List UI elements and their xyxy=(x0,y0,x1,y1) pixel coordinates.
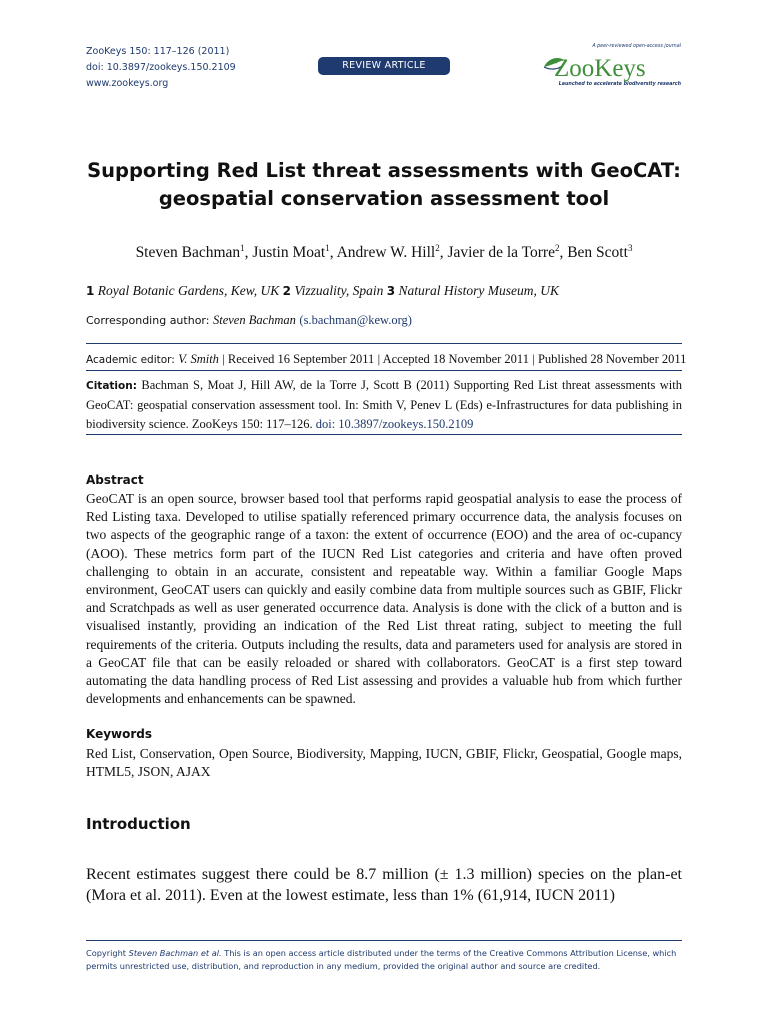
citation-label: Citation: xyxy=(86,380,137,392)
author-affil-sup: 2 xyxy=(435,243,440,253)
affil-number: 2 xyxy=(282,284,291,298)
affil-number: 1 xyxy=(86,284,95,298)
author-name: Justin Moat xyxy=(252,244,326,262)
author-affil-sup: 3 xyxy=(627,243,633,253)
author-name: Steven Bachman xyxy=(135,244,241,262)
author-affil-sup: 2 xyxy=(554,243,560,253)
author-name: Javier de la Torre xyxy=(447,244,555,262)
title-line: geospatial conservation assessment tool xyxy=(158,187,610,210)
review-article-badge: REVIEW ARTICLE xyxy=(318,57,450,75)
article-title xyxy=(60,157,708,213)
copyright-prefix: Copyright xyxy=(86,948,127,958)
divider xyxy=(86,370,682,371)
corresponding-name: Steven Bachman xyxy=(212,313,296,327)
corresponding-email[interactable]: (s.bachman@kew.org) xyxy=(299,313,412,327)
journal-url[interactable]: www.zookeys.org xyxy=(86,78,169,89)
abstract-heading: Abstract xyxy=(86,473,144,487)
abstract-text: GeoCAT is an open source, browser based tool that performs rapid geospatial analysis to ease the process of Red Listing taxa. Developed to utilise spatially referenced primary occurrence data, the analysis focuses on two aspects of the geographic range of a taxon: the extent of occurrence (EOO) and the area of oc-cupancy (AOO). These metrics form part of the IUCN Red List categories and criteria and have often proved challenging to obtain in an accurate, consistent and repeatable way. Within a familiar Google Maps environment, GeoCAT users can quickly and easily combine data from multiple sources such as GBIF, Flickr and Scratchpads as well as user generated occurrence data. Analysis is done with the click of a button and is visualised instantly, providing an indication of the Red List threat rating, subject to meeting the full requirements of the criteria. Outputs including the results, data and parameters used for analysis are stored in a GeoCAT file that can be easily reloaded or shared with collaborators. GeoCAT is a first step toward automating the data handling process of Red List assessing and provides a valuable hub from which further developments and enhancements can be spawned. xyxy=(86,491,682,707)
author-affil-sup: 1 xyxy=(240,243,245,253)
author-name: Ben Scott xyxy=(567,244,628,262)
editor-name: V. Smith xyxy=(178,352,219,366)
journal-meta xyxy=(86,44,236,92)
divider xyxy=(86,343,682,344)
zookeys-logo[interactable] xyxy=(540,40,685,90)
citation-doi-link[interactable]: doi: 10.3897/zookeys.150.2109 xyxy=(315,417,474,431)
divider xyxy=(86,434,682,435)
keywords-text: Red List, Conservation, Open Source, Biodiversity, Mapping, IUCN, GBIF, Flickr, Geospatial, Google maps, HTML5, JSON, AJAX xyxy=(86,746,682,780)
copyright-footer xyxy=(86,947,686,972)
logo-name: ZooKeys xyxy=(554,55,646,82)
corresponding-author xyxy=(86,313,412,328)
introduction-text: Recent estimates suggest there could be 8.7 million (± 1.3 million) species on the plan-et (Mora et al. 2011). Even at the lowest estimate, less than 1% (61,914, IUCN 2011) xyxy=(86,866,682,904)
title-line: Supporting Red List threat assessments with GeoCAT: xyxy=(87,159,681,182)
affil-number: 3 xyxy=(386,284,396,298)
corresponding-label: Corresponding author: xyxy=(86,314,210,327)
copyright-text: This is an open access article distributed under the terms of the Creative Commons Attribution License, which permits unrestricted use, distribution, and reproduction in any medium, provided the original author and source are credited. xyxy=(86,948,677,971)
keywords-heading: Keywords xyxy=(86,727,153,741)
affil-name: Royal Botanic Gardens, Kew, UK xyxy=(97,283,280,298)
published-date: Published 28 November 2011 xyxy=(537,352,687,366)
author-name: Andrew W. Hill xyxy=(336,244,436,262)
logo-tagline-bottom: Launched to accelerate biodiversity research xyxy=(558,82,681,87)
author-list: Steven Bachman$^1$, Justin Moat$^1$, Andrew W. Hill$^2$, Javier de la Torre$^2$, Ben Scott$^3$ xyxy=(135,243,633,262)
citation-text: Bachman S, Moat J, Hill AW, de la Torre J, Scott B (2011) Supporting Red List threat assessments with GeoCAT: geospatial conservation assessment tool. In: Smith V, Penev L (Eds) e-Infrastructures for data publishing in biodiversity science. ZooKeys 150: 117–126. xyxy=(86,378,682,431)
journal-doi[interactable]: doi: 10.3897/zookeys.150.2109 xyxy=(86,62,236,73)
editorial-line: Academic editor: V. Smith | Received 16 September 2011 | Accepted 18 November 2011 | Published 28 November 2011 xyxy=(86,352,687,366)
footer-divider xyxy=(86,940,682,941)
editor-label: Academic editor: xyxy=(86,354,175,366)
citation-block xyxy=(86,376,682,434)
affil-name: Natural History Museum, UK xyxy=(398,283,559,298)
accepted-date: Accepted 18 November 2011 xyxy=(382,352,529,366)
affiliations xyxy=(86,283,559,299)
logo-tagline-top: A peer-reviewed open-access journal xyxy=(592,44,681,49)
copyright-authors: Steven Bachman et al. xyxy=(128,948,222,958)
journal-citation: ZooKeys 150: 117–126 (2011) xyxy=(86,46,230,57)
received-date: Received 16 September 2011 xyxy=(227,352,375,366)
introduction-heading: Introduction xyxy=(86,815,191,833)
affil-name: Vizzuality, Spain xyxy=(294,283,384,298)
author-affil-sup: 1 xyxy=(325,243,330,253)
